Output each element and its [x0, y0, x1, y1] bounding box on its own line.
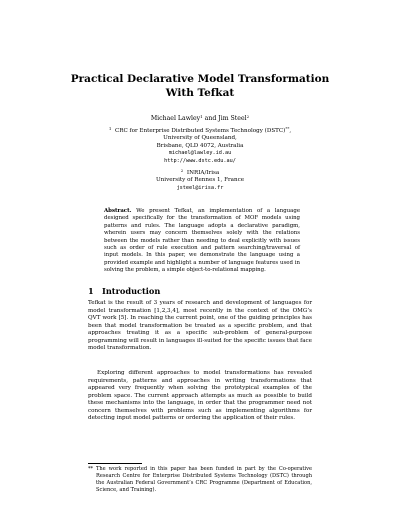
author-line — [60, 115, 340, 123]
affiliation-line: University of Queensland, — [163, 135, 237, 142]
footnote — [88, 466, 312, 494]
affiliation-block — [60, 128, 340, 165]
affiliation-email: jsteel@irisa.fr — [176, 184, 224, 191]
affiliation-org-line — [60, 170, 340, 177]
author-affiliation-mark: 2 — [246, 114, 250, 119]
abstract-label: Abstract. — [104, 208, 132, 214]
footnote-mark: ** — [88, 466, 94, 472]
affiliation-org: CRC for Enterprise Distributed Systems Technology (DSTC) — [114, 128, 286, 134]
section-heading — [88, 286, 160, 296]
abstract-text: We present Tefkat, an implementation of a language designed specifically for the transformation of MOF models using patterns and rules. The language adopts a declarative paradigm, wherein users may concern themselves solely with the relations between the models rather than needing to deal explicitly with issues such as order of rule execution and pattern searching/traversal of input models. In this paper, we demonstrate the language using a provided example and highlight a number of language features used in solving the problem, a simple object-to-relational mapping. — [104, 208, 301, 274]
affiliation-line: University of Rennes 1, France — [155, 177, 245, 184]
affiliation-org-line: $^1$ CRC for Enterprise Distributed Systems Technology (DSTC)**, — [108, 126, 292, 134]
affiliation-org: INRIA/Irisa — [186, 170, 220, 176]
footnote-reference-mark: ** — [285, 126, 290, 131]
section-title: Introduction — [102, 286, 161, 296]
author-name: Jim Steel — [218, 115, 247, 122]
body-paragraph: Exploring different approaches to model transformations has revealed requirements, patterns and approaches in writing transformations that appeared very frequently when solving the prototypical examples of the problem space. The current approach attempts as much as possible to build these mechanisms into the language, in order that the programmer need not concern themselves with problems such as implementing algorithms for detecting input model patterns or ordering the application of their rules. — [88, 370, 312, 422]
paper-title: Practical Declarative Model Transformation With Tefkat — [70, 73, 330, 99]
footnote-text: The work reported in this paper has been funded in part by the Co-operative Research Centre for Enterprise Distributed Systems Technology (DSTC) through the Australian Federal Government’s CRC Programme (Department of Education, Science, and Training). — [96, 466, 312, 494]
affiliation-url: http://www.dstc.edu.au/ — [164, 157, 236, 164]
affiliation-email: michael@lawley.id.au — [168, 150, 232, 157]
affiliation-mark: 2 — [180, 168, 184, 173]
author-affiliation-mark: 1 — [200, 114, 203, 119]
affiliation-line: Brisbane, QLD 4072, Australia — [156, 142, 244, 149]
affiliation-block — [60, 170, 340, 192]
footnote-rule — [88, 463, 142, 464]
section-number: 1 — [88, 286, 94, 296]
affiliation-mark: 1 — [108, 126, 112, 131]
body-paragraph: Tefkat is the result of 3 years of research and development of languages for model transformation [1,2,3,4], most recently in the context of the OMG’s QVT work [5]. In reaching the current point, one of the guiding principles has been that model transformation be treated as a specific problem, and that approaches treating it as a specific sub-problem of general-purpose programming will result in languages ill-suited for the specific issues that face model transformation. — [88, 300, 312, 352]
author-name: Michael Lawley — [150, 115, 201, 122]
author-conjunction: and — [204, 115, 217, 122]
abstract — [104, 208, 300, 275]
